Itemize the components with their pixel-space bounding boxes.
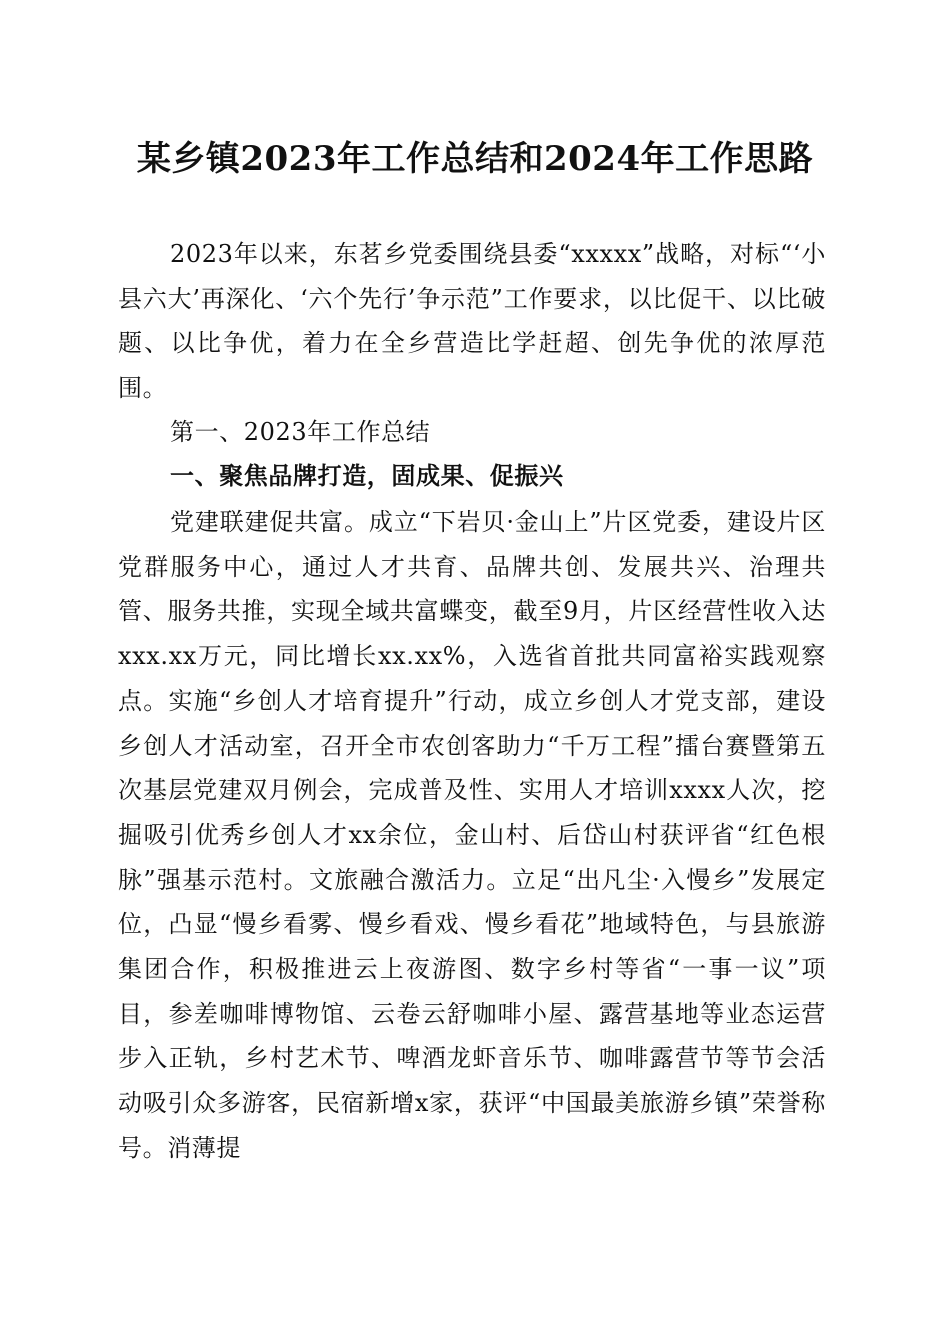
intro-text: 2023年以来，东茗乡党委围绕县委“xxxxx”战略，对标“‘小县六大’再深化、‘六个先行’争示范”工作要求，以比促干、以比破题、以比争优，着力在全乡营造比学赶超、创先争优的浓厚范围。: [118, 240, 826, 403]
section-heading: 一、聚焦品牌打造，固成果、促振兴: [170, 462, 564, 490]
body-paragraph: [118, 500, 826, 1171]
part-heading: 第一、2023年工作总结: [170, 418, 431, 446]
paragraph-text: 党建联建促共富。成立“下岩贝·金山上”片区党委，建设片区党群服务中心，通过人才共育、品牌共创、发展共兴、治理共管、服务共推，实现全域共富蝶变，截至9月，片区经营性收入达xxx.xx万元，同比增长xx.xx%，入选省首批共同富裕实践观察点。实施“乡创人才培育提升”行动，成立乡创人才党支部，建设乡创人才活动室，召开全市农创客助力“千万工程”擂台赛暨第五次基层党建双月例会，完成普及性、实用人才培训xxxx人次，挖掘吸引优秀乡创人才xx余位，金山村、后岱山村获评省“红色根脉”强基示范村。文旅融合激活力。立足“出凡尘·入慢乡”发展定位，凸显“慢乡看雾、慢乡看戏、慢乡看花”地域特色，与县旅游集团合作，积极推进云上夜游图、数字乡村等省“一事一议”项目，参差咖啡博物馆、云卷云舒咖啡小屋、露营基地等业态运营步入正轨，乡村艺术节、啤酒龙虾音乐节、咖啡露营节等节会活动吸引众多游客，民宿新增x家，获评“中国最美旅游乡镇”荣誉称号。消薄提: [118, 508, 826, 1162]
intro-paragraph: [118, 232, 826, 411]
document-title: 某乡镇2023年工作总结和2024年工作思路: [136, 139, 814, 179]
